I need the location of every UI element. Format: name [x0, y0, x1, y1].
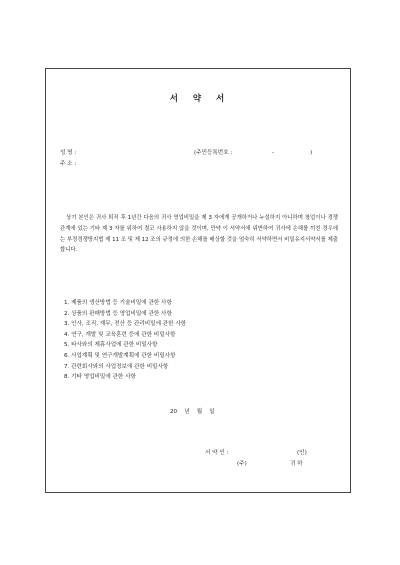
address-label: 주 소 : — [60, 161, 77, 167]
list-item: 8. 기타 영업비밀에 관한 사항 — [64, 374, 136, 381]
list-item: 3. 인사, 조직, 재무, 전산 등 관리비밀에 관한 사항 — [64, 321, 187, 328]
id-number-dash: - — [272, 150, 275, 156]
secret-items-list — [64, 298, 186, 383]
signer-label: 서 약 인 : — [205, 450, 229, 456]
document-title: 서 약 서 — [169, 94, 231, 104]
seal-label: (인) — [297, 450, 307, 456]
recipient-label: 귀 하 — [290, 461, 303, 467]
list-item: 1. 제품의 생산방법 등 기술비밀에 관한 사항 — [64, 300, 172, 306]
id-number-label: (주민등록번호 : — [194, 150, 233, 156]
list-item: 6. 사업계획 및 연구개발계획에 관한 비밀사항 — [64, 352, 176, 359]
list-item: 5. 타사와의 제휴사업에 관한 비밀사항 — [64, 342, 158, 349]
list-item: 7. 관련회사와의 사업정보에 관한 비밀사항 — [64, 363, 169, 370]
date-line: 20 년 월 일 — [170, 409, 215, 415]
company-label: (주) — [237, 461, 247, 467]
document-frame — [45, 68, 351, 493]
id-number-close: ) — [310, 150, 313, 156]
list-item: 4. 연구, 개발 및 교육훈련 등에 관한 비밀사항 — [64, 331, 176, 338]
list-item: 2. 상품의 판매방법 등 영업비밀에 관한 사항 — [64, 310, 172, 317]
name-label: 성 명 : — [60, 150, 77, 156]
pledge-paragraph: 상기 본인은 귀사 퇴직 후 1년간 다음의 귀사 영업비밀을 제 3 자에게 공개하거나 누설하지 아니하며 창업이나 경쟁관계에 있는 기타 제 3 자를 위하여 결코 사용하지 않을 것이며, 만약 이 서약서에 위반하여 귀사에 손해를 끼친 경우에는 부정경쟁방지법 제 11 조 및 제 12 조의 규정에 의한 손해를 배상할 것을 엄숙히 서약하면서 비밀유지서약서를 제출합니다. — [60, 215, 338, 254]
